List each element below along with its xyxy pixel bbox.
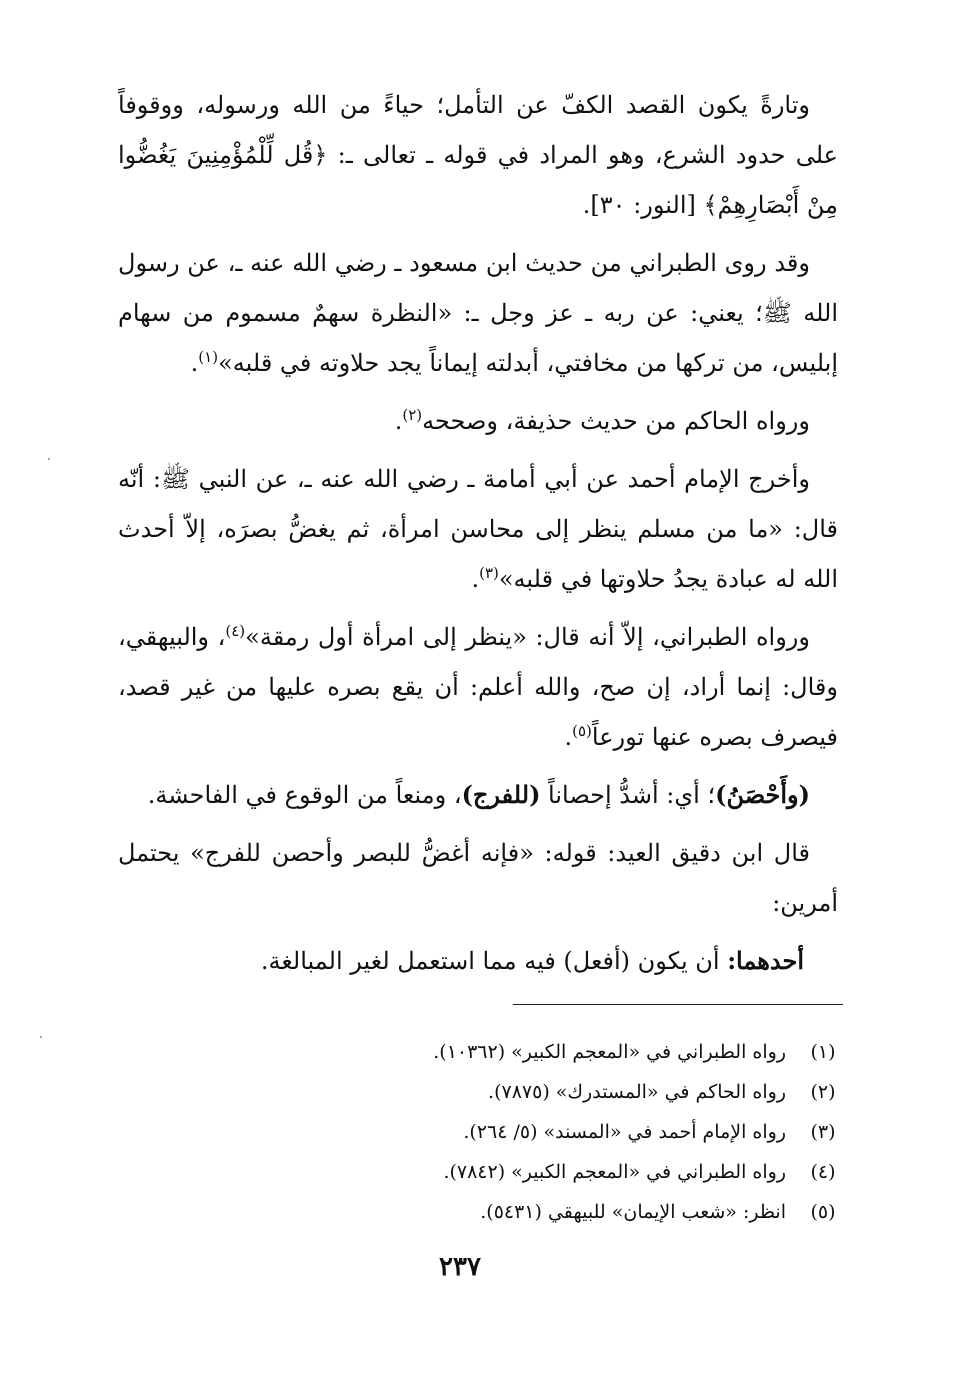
- paragraph-6: [118, 770, 838, 820]
- paragraph-4: [118, 454, 838, 604]
- footnote-ref-5[interactable]: (٥): [572, 722, 592, 740]
- paragraph-7-text: قال ابن دقيق العيد: قوله: «فإنه أغضُّ للبصر وأحصن للفرج» يحتمل أمرين:: [118, 839, 838, 917]
- paragraph-5-text-a: ورواه الطبراني، إلاّ أنه قال: «ينظر إلى امرأة أول رمقة»: [245, 623, 810, 651]
- period: .: [564, 723, 573, 751]
- page-number: ٢٣٧: [439, 1252, 481, 1282]
- footnote-text: انظر: «شعب الإيمان» للبيهقي (٥٤٣١).: [480, 1201, 786, 1223]
- footnote-text: رواه الطبراني في «المعجم الكبير» (١٠٣٦٢).: [433, 1041, 786, 1063]
- period: .: [394, 407, 403, 435]
- footnote-number: (٥): [810, 1201, 836, 1223]
- paragraph-3: [118, 396, 838, 446]
- footnote-text: رواه الإمام أحمد في «المسند» (٥/ ٢٦٤).: [463, 1121, 786, 1143]
- paragraph-2: [118, 238, 838, 388]
- paragraph-6-text-a: ؛ أي: أشدُّ إحصاناً: [540, 781, 716, 809]
- paragraph-6-text-b: ، ومنعاً من الوقوع في الفاحشة.: [147, 781, 462, 809]
- paragraph-1: [118, 80, 838, 230]
- paragraph-3-text: ورواه الحاكم من حديث حذيفة، وصححه: [422, 407, 810, 435]
- footnote-ref-2[interactable]: (٢): [402, 406, 423, 424]
- footnote-number: (٤): [810, 1161, 836, 1183]
- footnote-number: (٢): [810, 1081, 836, 1103]
- footnote-ref-3[interactable]: (٣): [479, 564, 499, 582]
- footnote-text: رواه الطبراني في «المعجم الكبير» (٧٨٤٢).: [443, 1161, 786, 1183]
- footnote-number: (٣): [810, 1121, 836, 1143]
- footnote-ref-4[interactable]: (٤): [225, 622, 246, 640]
- scan-speck: [40, 1036, 42, 1038]
- footnote-text: رواه الحاكم في «المستدرك» (٧٨٧٥).: [488, 1081, 786, 1103]
- paragraph-5-text-b: ، والبيهقي، وقال: إنما أراد، إن صح، والله أعلم: أن يقع بصره عليها من غير قصد، فيصرف بصره عنها تورعاً: [118, 623, 838, 751]
- paragraph-8: [118, 936, 838, 986]
- period: .: [471, 565, 480, 593]
- footnote-1: [300, 1032, 838, 1072]
- footnote-3: [300, 1112, 838, 1152]
- term-ahsan: (وأَحْصَنُ): [715, 780, 810, 809]
- first-point-text: أن يكون (أفعل) فيه مما استعمل لغير المبالغة.: [260, 947, 728, 975]
- footnote-number: (١): [810, 1041, 836, 1063]
- first-point-label: أحدهما:: [727, 946, 804, 975]
- footnote-ref-1[interactable]: (١): [198, 348, 219, 366]
- paragraph-5: [118, 612, 838, 762]
- footnote-divider: [513, 1004, 843, 1005]
- footnote-4: [300, 1152, 838, 1192]
- scan-speck: [48, 458, 50, 460]
- term-lilfarj: (للفرج): [461, 780, 541, 809]
- footnotes: [300, 1032, 838, 1232]
- period: .: [190, 349, 199, 377]
- footnote-2: [300, 1072, 838, 1112]
- paragraph-1-text: وتارةً يكون القصد الكفّ عن التأمل؛ حياءً من الله ورسوله، ووقوفاً على حدود الشرع، وهو المراد في قوله ـ تعالى ـ: ﴿قُل لِّلْمُؤْمِنِينَ يَغُضُّوا مِنْ أَبْصَارِهِمْ﴾ [النور: ٣٠].: [118, 91, 838, 219]
- paragraph-2-text: وقد روى الطبراني من حديث ابن مسعود ـ رضي الله عنه ـ، عن رسول الله ﷺ؛ يعني: عن ربه ـ عز وجل ـ: «النظرة سهمٌ مسموم من سهام إبليس، من تركها من مخافتي، أبدلته إيماناً يجد حلاوته في قلبه»: [118, 249, 838, 377]
- main-text: [118, 80, 838, 994]
- footnote-5: [300, 1192, 838, 1232]
- paragraph-4-text: وأخرج الإمام أحمد عن أبي أمامة ـ رضي الله عنه ـ، عن النبي ﷺ: أنّه قال: «ما من مسلم ينظر إلى محاسن امرأة، ثم يغضُّ بصرَه، إلاّ أحدث الله له عبادة يجدُ حلاوتها في قلبه»: [118, 465, 838, 593]
- paragraph-7: [118, 828, 838, 928]
